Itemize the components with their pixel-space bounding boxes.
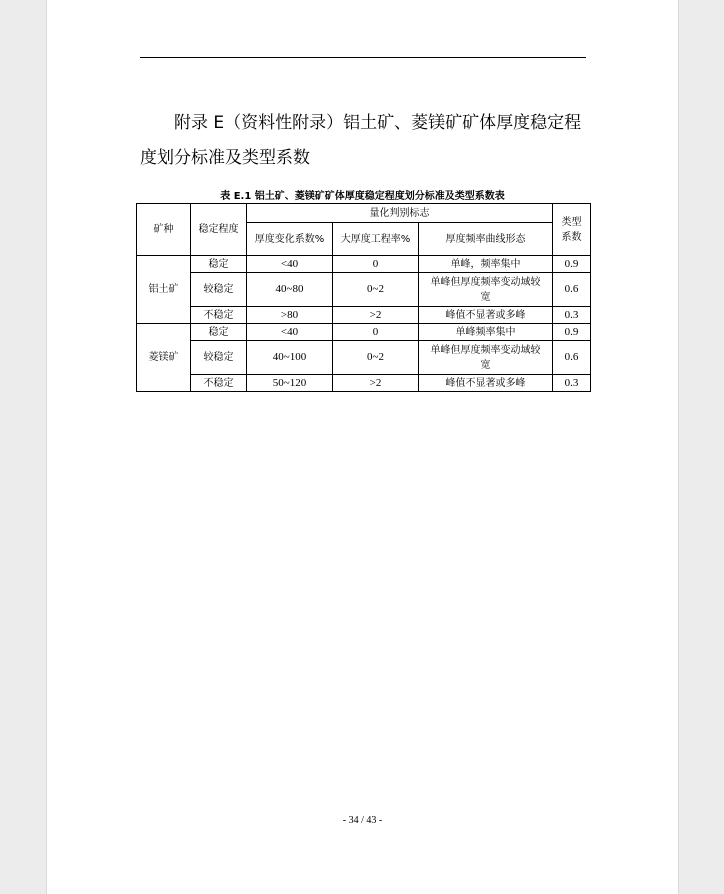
stability-table xyxy=(136,203,591,392)
curve-cell: 峰值不显著或多峰 xyxy=(419,375,553,392)
rate-cell: >2 xyxy=(333,307,419,324)
rate-cell: 0 xyxy=(333,256,419,273)
page-number: - 34 / 43 - xyxy=(342,815,383,826)
table-row xyxy=(137,341,591,375)
header-rule xyxy=(140,57,586,58)
stability-cell: 不稳定 xyxy=(191,375,247,392)
table-row xyxy=(137,256,591,273)
header-curve-shape: 厚度频率曲线形态 xyxy=(419,223,553,256)
header-thickness-variation: 厚度变化系数% xyxy=(247,223,333,256)
variation-cell: 40~80 xyxy=(247,273,333,307)
variation-cell: <40 xyxy=(247,324,333,341)
rate-cell: >2 xyxy=(333,375,419,392)
coef-cell: 0.6 xyxy=(553,341,591,375)
header-stability: 稳定程度 xyxy=(191,204,247,256)
table-row xyxy=(137,273,591,307)
header-quant-group: 量化判别标志 xyxy=(247,204,553,223)
curve-cell: 单峰，频率集中 xyxy=(419,256,553,273)
table-row xyxy=(137,375,591,392)
ore-cell: 铝土矿 xyxy=(137,256,191,324)
curve-cell: 峰值不显著或多峰 xyxy=(419,307,553,324)
header-type-coefficient: 类型系数 xyxy=(553,204,591,256)
stability-cell: 不稳定 xyxy=(191,307,247,324)
stability-cell: 较稳定 xyxy=(191,273,247,307)
rate-cell: 0 xyxy=(333,324,419,341)
document-page xyxy=(46,0,679,894)
coef-cell: 0.3 xyxy=(553,307,591,324)
variation-cell: 40~100 xyxy=(247,341,333,375)
rate-cell: 0~2 xyxy=(333,341,419,375)
curve-cell: 单峰但厚度频率变动域较宽 xyxy=(419,341,553,375)
variation-cell: 50~120 xyxy=(247,375,333,392)
ore-cell: 菱镁矿 xyxy=(137,324,191,392)
coef-cell: 0.9 xyxy=(553,256,591,273)
curve-cell: 单峰频率集中 xyxy=(419,324,553,341)
stability-cell: 较稳定 xyxy=(191,341,247,375)
appendix-heading xyxy=(140,106,588,176)
coef-cell: 0.6 xyxy=(553,273,591,307)
coef-cell: 0.3 xyxy=(553,375,591,392)
curve-cell: 单峰但厚度频率变动域较宽 xyxy=(419,273,553,307)
stability-cell: 稳定 xyxy=(191,324,247,341)
header-ore-type: 矿种 xyxy=(137,204,191,256)
coef-cell: 0.9 xyxy=(553,324,591,341)
appendix-heading-text: 附录 E（资料性附录）铝土矿、菱镁矿矿体厚度稳定程度划分标准及类型系数 xyxy=(140,113,582,168)
rate-cell: 0~2 xyxy=(333,273,419,307)
header-max-thickness-rate: 大厚度工程率% xyxy=(333,223,419,256)
stability-cell: 稳定 xyxy=(191,256,247,273)
table-caption: 表 E.1 铝土矿、菱镁矿矿体厚度稳定程度划分标准及类型系数表 xyxy=(220,191,505,202)
table-row xyxy=(137,307,591,324)
variation-cell: >80 xyxy=(247,307,333,324)
table-row xyxy=(137,324,591,341)
variation-cell: <40 xyxy=(247,256,333,273)
